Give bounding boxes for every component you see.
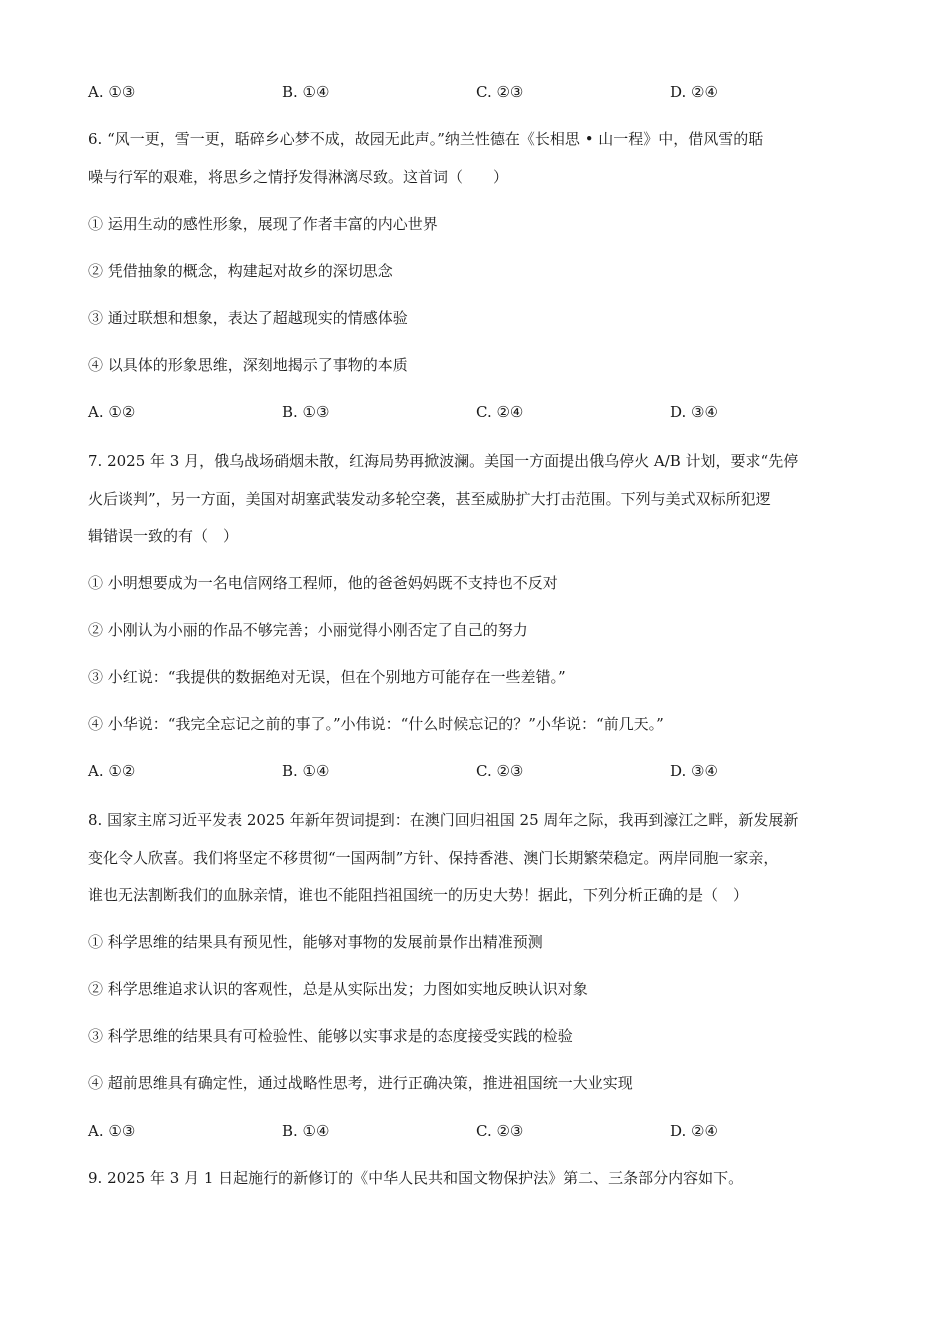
q7-item-3: ③ 小红说：“我提供的数据绝对无误，但在个别地方可能存在一些差错。” (88, 668, 566, 686)
q7-item-4: ④ 小华说：“我完全忘记之前的事了。”小伟说：“什么时候忘记的？”小华说：“前几天。” (88, 715, 664, 733)
q7-item-1: ① 小明想要成为一名电信网络工程师，他的爸爸妈妈既不支持也不反对 (88, 574, 558, 592)
q8-item-1: ① 科学思维的结果具有预见性，能够对事物的发展前景作出精准预测 (88, 933, 543, 951)
q7-option-b[interactable]: B. ①④ (282, 762, 330, 780)
q8-option-b[interactable]: B. ①④ (282, 1122, 330, 1140)
q5-option-b[interactable]: B. ①④ (282, 83, 330, 101)
q5-option-c[interactable]: C. ②③ (476, 83, 524, 101)
q6-option-d[interactable]: D. ③④ (670, 403, 718, 421)
q6-option-c[interactable]: C. ②④ (476, 403, 524, 421)
q6-item-4: ④ 以具体的形象思维，深刻地揭示了事物的本质 (88, 356, 408, 374)
q9-stem-line-1: 9. 2025 年 3 月 1 日起施行的新修订的《中华人民共和国文物保护法》第二、三条部分内容如下。 (88, 1169, 744, 1187)
q8-option-c[interactable]: C. ②③ (476, 1122, 524, 1140)
q7-stem-line-2: 火后谈判”，另一方面，美国对胡塞武装发动多轮空袭，甚至威胁扩大打击范围。下列与美式双标所犯逻 (88, 490, 771, 508)
q5-option-d[interactable]: D. ②④ (670, 83, 718, 101)
q8-stem-line-3: 谁也无法割断我们的血脉亲情，谁也不能阻挡祖国统一的历史大势！据此，下列分析正确的是（ ） (88, 886, 749, 904)
q5-options (88, 82, 868, 102)
q7-stem-line-1: 7. 2025 年 3 月，俄乌战场硝烟未散，红海局势再掀波澜。美国一方面提出俄乌停火 A/B 计划，要求“先停 (88, 452, 799, 470)
q8-stem-line-1: 8. 国家主席习近平发表 2025 年新年贺词提到：在澳门回归祖国 25 周年之际，我再到濠江之畔，新发展新 (88, 811, 799, 829)
q6-option-a[interactable]: A. ①② (88, 403, 136, 421)
q8-option-d[interactable]: D. ②④ (670, 1122, 718, 1140)
q7-option-c[interactable]: C. ②③ (476, 762, 524, 780)
q6-stem-line-2: 噪与行军的艰难，将思乡之情抒发得淋漓尽致。这首词（ ） (88, 168, 509, 186)
q7-stem-line-3: 辑错误一致的有（ ） (88, 527, 239, 545)
q8-item-2: ② 科学思维追求认识的客观性，总是从实际出发；力图如实地反映认识对象 (88, 980, 588, 998)
q7-item-2: ② 小刚认为小丽的作品不够完善；小丽觉得小刚否定了自己的努力 (88, 621, 528, 639)
q8-options (88, 1121, 868, 1141)
q6-item-2: ② 凭借抽象的概念，构建起对故乡的深切思念 (88, 262, 393, 280)
q6-option-b[interactable]: B. ①③ (282, 403, 330, 421)
q6-item-3: ③ 通过联想和想象，表达了超越现实的情感体验 (88, 309, 408, 327)
q5-option-a[interactable]: A. ①③ (88, 83, 136, 101)
q8-item-4: ④ 超前思维具有确定性，通过战略性思考，进行正确决策，推进祖国统一大业实现 (88, 1074, 633, 1092)
q7-option-d[interactable]: D. ③④ (670, 762, 718, 780)
q6-options (88, 402, 868, 422)
q6-item-1: ① 运用生动的感性形象，展现了作者丰富的内心世界 (88, 215, 438, 233)
q8-item-3: ③ 科学思维的结果具有可检验性、能够以实事求是的态度接受实践的检验 (88, 1027, 573, 1045)
q6-stem-line-1: 6. “风一更，雪一更，聒碎乡心梦不成，故园无此声。”纳兰性德在《长相思 • 山一程》中，借风雪的聒 (88, 130, 764, 148)
q7-option-a[interactable]: A. ①② (88, 762, 136, 780)
q7-options (88, 761, 868, 781)
q8-stem-line-2: 变化令人欣喜。我们将坚定不移贯彻“一国两制”方针、保持香港、澳门长期繁荣稳定。两岸同胞一家亲， (88, 849, 779, 867)
q8-option-a[interactable]: A. ①③ (88, 1122, 136, 1140)
